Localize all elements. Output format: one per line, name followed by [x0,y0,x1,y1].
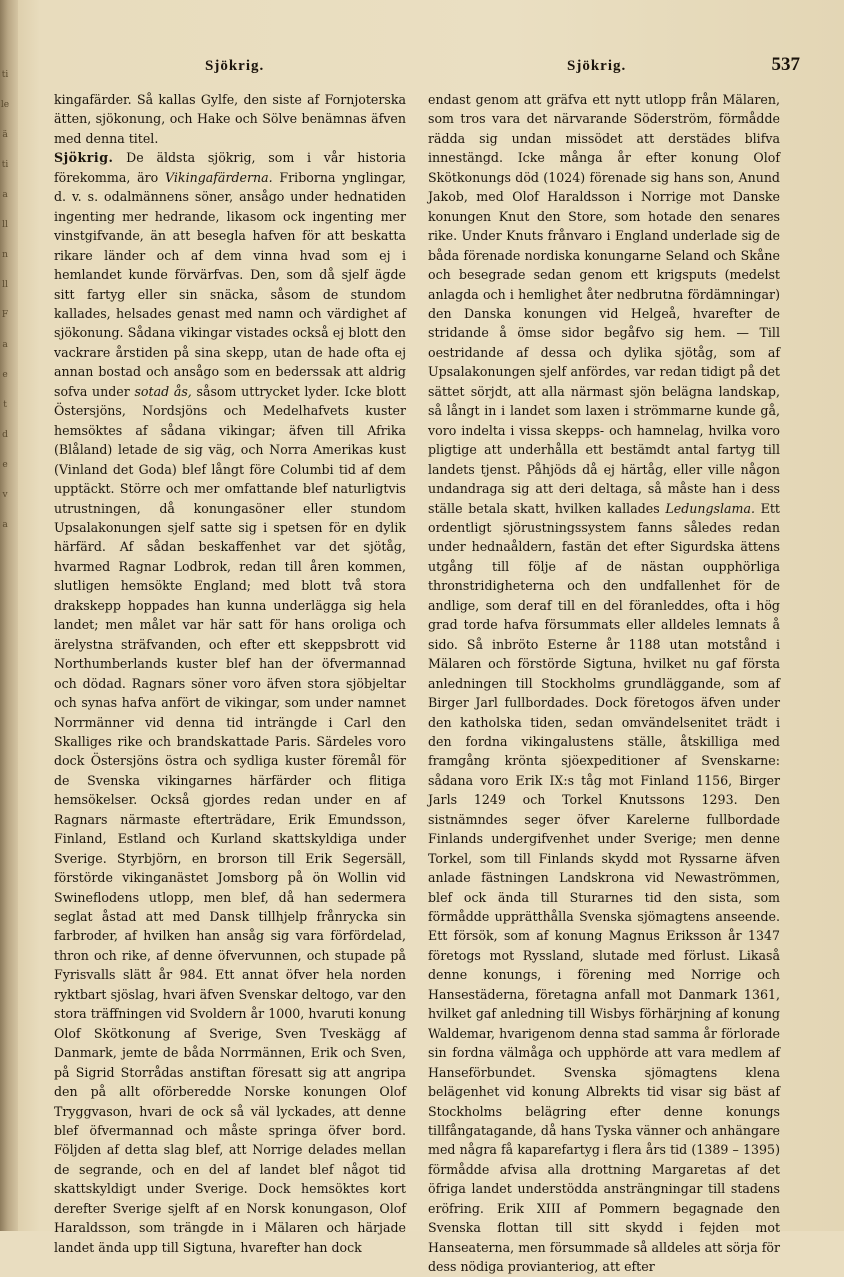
paragraph [54,90,406,148]
margin-mark: ll [2,220,8,230]
entry-keyword: Sjökrig. [54,150,114,166]
margin-mark: n [2,250,8,260]
margin-mark: a [2,190,8,200]
text-run: De äldsta sjökrig, som i vår historia förekomma, äro [54,150,406,185]
text-run: endast genom att gräfva ett nytt utlopp från Mälaren, som tros vara det närvarande Söderström, förmådde rädda sig undan missödet att derstädes blifva innestängd. Icke många år efter konung Olof Skötkonungs död (1024) förenade sig hans son, Anund Jakob, med Olof Haraldsson i Norrige mot Danske konungen Knut den Store, som hotade den senares rike. Under Knuts frånvaro i England underlade sig de båda förenade nordiska konungarne Seland och Skåne och besegrade sedan genom ett krigsputs (medelst anlagda och i hemlighet åter nedbrutna fördämningar) den Danska konungen vid Helgeå, hvarefter de stridande å ömse sidor begåfvo sig hem. — Till oestridande af dessa och dylika sjötåg, som af Upsalakonungen sjelf anfördes, var redan tidigt på det sättet sörjdt, att alla närmast sjön belägna landskap, så långt in i landet som laxen i strömmarne kunde gå, voro indelta i vissa skepps- och hamnelag, hvilka voro pligtige att underhålla ett bestämdt antal fartyg till landets tjenst. Påhjöds då ej härtåg, eller ville någon undandraga sig att deri deltaga, så måste han i dess ställe betala skatt, hvilken kallades [428,92,780,516]
margin-mark: d [2,430,8,440]
margin-mark: a [2,340,8,350]
right-column [428,90,780,1277]
left-column-title: Sjökrig. [205,58,265,74]
text-run: Friborna ynglingar, d. v. s. odalmännens söner, ansågo under hednatiden ingenting mer hedrande, likasom ock ingenting mer vinstgifvande, än att besegla hafven för att beskatta rikare länder och af dem vinna hvad som ej i hemlandet kunde förvärfvas. Den, som då sjelf ägde sitt fartyg eller sin snäcka, såsom de stundom kallades, helsades genast med namn och värdighet af sjökonung. Sådana vikingar vistades också ej blott den vackrare årstiden på sina skepp, utan de hade ofta ej annan bostad och ansågo som en bederssak att aldrig sofva under [54,169,406,399]
italic-term: Ledungslama. [665,500,755,516]
margin-mark: t [3,400,7,410]
text-run: Ett ordentligt sjörustningssystem fanns således redan under hednaåldern, fastän det efter Sigurdska ättens utgång till följe af de nästan oupphörliga thronstridigheterna och den undfallenhet för de andlige, som deraf till en del föranleddes, ofta i hög grad torde hafva försummats eller alldeles lemnats å sido. Så inbröto Esterne år 1188 utan motstånd i Mälaren och förstörde Sigtuna, hvilket nu gaf första anledningen till Stockholms grundläggande, som af Birger Jarl fullbordades. Dock företogos äfven under den katholska tiden, sedan omvändelsenitet trädt i den fordna vikingalustens ställe, åtskilliga med framgång krönta sjöexpeditioner af Svenskarne: sådana voro Erik IX:s tåg mot Finland 1156, Birger Jarls 1249 och Torkel Knutssons 1293. Den sistnämndes seger öfver Karelerne fullbordade Finlands undergifvenhet under Sverige; men denne Torkel, som till Finlands skydd mot Ryssarne äfven anlade fästningen Landskrona vid Newaströmmen, blef ock ända till Sturarnes tid den sista, som förmådde upprätthålla Svenska sjömagtens anseende. Ett försök, som af konung Magnus Eriksson år 1347 företogs mot Ryssland, slutade med förlust. Likaså denne konungs, i förening med Norrige och Hansestäderna, företagna anfall mot Danmark 1361, hvilket gaf anledning till Wisbys förhärjning af konung Waldemar, hvarigenom denna stad samma år förlorade sin fordna välmåga och upphörde att vara medlem af Hanseförbundet. Svenska sjömagtens klena belägenhet vid konung Albrekts tid visar sig bäst af Stockholms belägring efter denne konungs tillfångatagande, då hans Tyska vänner och anhängare med några få kaparefartyg i flera års tid (1389 – 1395) förmådde afvisa alla drottning Margaretas af det öfriga landet understödda ansträngningar till stadens eröfring. Erik XIII af Pommern begagnade den Svenska flottan till sitt skydd i fejden mot Hanseaterna, men försummade så alldeles att sörja för dess nödiga provianteriog, att efter [428,500,780,1275]
margin-mark: ti [1,70,9,80]
running-head [40,54,800,82]
margin-mark: v [2,490,8,500]
text-run: såsom uttrycket lyder. Icke blott Östersjöns, Nordsjöns och Medelhafvets kuster hemsöktes af sådana vikingar; äfven till Afrika (Blåland) letade de sig väg, och Norra Amerikas kust (Vinland det Goda) blef långt före Columbi tid af dem upptäckt. Större och mer omfattande blef naturligtvis utrustningen, då konungasöner eller stundom Upsalakonungen sjelf satte sig i spetsen för en dylik härfärd. Af sådan beskaffenhet var det sjötåg, hvarmed Ragnar Lodbrok, redan till åren kommen, slutligen hemsökte England; med blott två stora drakskepp hoppades han kunna underlägga sig hela landet; men målet var här satt för hans oroliga och ärelystna sträfvanden, och efter ett skeppsbrott vid Northumberlands kuster blef han der öfvermannad och dödad. Ragnars söner voro äfven stora sjöbjeltar och synas hafva anfört de vikingar, som under namnet Norrmänner vid denna tid inträngde i Carl den Skalliges rike och brandskattade Paris. Särdeles voro dock Östersjöns östra och sydliga kuster föremål för de Svenska vikingarnes härfärder och flitiga hemsökelser. Också gjordes redan under en af Ragnars närmaste efterträdare, Erik Emundsson, Finland, Estland och Kurland skattskyldiga under Sverige. Styrbjörn, en brorson till Erik Segersäll, förstörde vikinganästet Jomsborg på ön Wollin vid Swineflodens utlopp, men blef, då han sedermera seglat åstad att med Dansk tillhjelp frånrycka sin farbroder, af hvilken han ansåg sig vara förfördelad, thron och rike, af denne öfvervunnen, och stupade på Fyrisvalls slätt år 984. Ett annat öfver hela norden ryktbart sjöslag, hvari äfven Svenskar deltogo, var den stora träffningen vid Svoldern år 1000, hvaruti konung Olof Skötkonung af Sverige, Sven Tveskägg af Danmark, jemte de båda Norrmännen, Erik och Sven, på Sigrid Storrådas anstiftan föresatt sig att angripa den på allt oförberedde Norske konungen Olof Tryggvason, hvari de ock så väl lyckades, att denne blef öfvermannad och måste springa öfver bord. Följden af detta slag blef, att Norrige delades mellan de segrande, och en del af landet blef något tid skattskyldigt under Sverige. Dock hemsöktes kort derefter Sverige sjelft af en Norsk konungason, Olof Haraldsson, som trängde in i Mälaren och härjade landet ända upp till Sigtuna, hvarefter han dock [54,383,406,1255]
margin-mark: ll [2,280,8,290]
margin-mark: ti [1,160,9,170]
italic-term: sotad ås, [134,383,192,399]
page-number: 537 [771,54,800,75]
adjacent-page-margin [0,60,10,540]
margin-mark: le [0,100,10,110]
margin-mark: a [2,520,8,530]
margin-mark: e [2,370,8,380]
left-column [54,90,406,1257]
margin-mark: F [1,310,9,320]
right-column-title: Sjökrig. [567,58,627,74]
margin-mark: e [2,460,8,470]
paragraph [54,148,406,1257]
margin-mark: ä [2,130,8,140]
paragraph [428,90,780,1277]
text-run: kingafärder. Så kallas Gylfe, den siste af Fornjoterska ätten, sjökonung, och Hake och Sölve benämnas äfven med denna titel. [54,92,406,146]
italic-term: Vikingafärderna. [165,169,273,185]
